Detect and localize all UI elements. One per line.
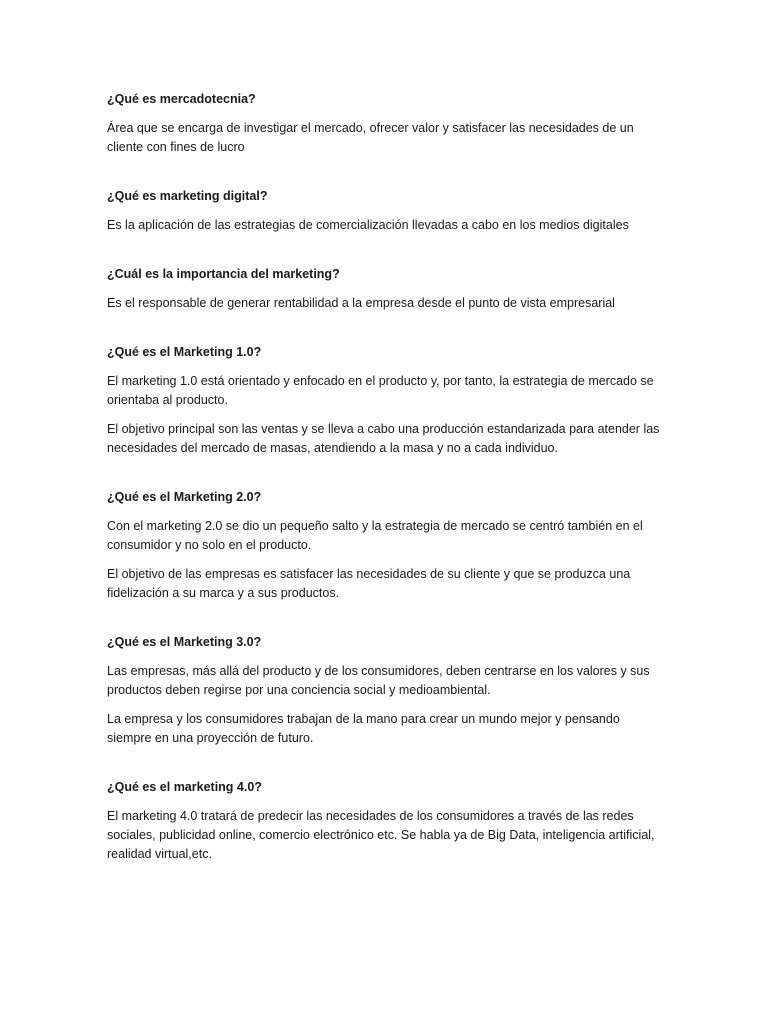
answer-paragraph: Con el marketing 2.0 se dio un pequeño salto y la estrategia de mercado se centró también en el consumidor y no solo en el producto. — [107, 519, 643, 552]
answer-paragraph: Área que se encarga de investigar el mercado, ofrecer valor y satisfacer las necesidades de un cliente con fines de lucro — [107, 121, 634, 154]
section-marketing-4-0 — [107, 778, 667, 864]
question-heading: ¿Cuál es la importancia del marketing? — [107, 267, 340, 281]
section-marketing-1-0 — [107, 343, 667, 458]
question-heading: ¿Qué es marketing digital? — [107, 189, 268, 203]
answer-paragraph: La empresa y los consumidores trabajan de la mano para crear un mundo mejor y pensando siempre en una proyección de futuro. — [107, 712, 620, 745]
section-marketing-3-0 — [107, 633, 667, 748]
section-marketing-2-0 — [107, 488, 667, 603]
question-heading: ¿Qué es el Marketing 1.0? — [107, 345, 262, 359]
answer-paragraph: El marketing 1.0 está orientado y enfocado en el producto y, por tanto, la estrategia de mercado se orientaba al producto. — [107, 374, 654, 407]
section-importancia-marketing — [107, 265, 667, 313]
document-page — [107, 90, 667, 894]
answer-paragraph: Es el responsable de generar rentabilidad a la empresa desde el punto de vista empresarial — [107, 296, 615, 310]
question-heading: ¿Qué es el Marketing 3.0? — [107, 635, 262, 649]
answer-paragraph: El objetivo de las empresas es satisfacer las necesidades de su cliente y que se produzca una fidelización a su marca y a sus productos. — [107, 567, 631, 600]
question-heading: ¿Qué es el marketing 4.0? — [107, 780, 262, 794]
section-marketing-digital — [107, 187, 667, 235]
question-heading: ¿Qué es el Marketing 2.0? — [107, 490, 262, 504]
answer-paragraph: El objetivo principal son las ventas y se lleva a cabo una producción estandarizada para atender las necesidades del mercado de masas, atendiendo a la masa y no a cada individuo. — [107, 422, 660, 455]
answer-paragraph: El marketing 4.0 tratará de predecir las necesidades de los consumidores a través de las redes sociales, publicidad online, comercio electrónico etc. Se habla ya de Big Data, inteligencia artificial, realidad virtual,etc. — [107, 809, 655, 861]
question-heading: ¿Qué es mercadotecnia? — [107, 92, 256, 106]
answer-paragraph: Es la aplicación de las estrategias de comercialización llevadas a cabo en los medios digitales — [107, 218, 629, 232]
section-mercadotecnia — [107, 90, 667, 157]
answer-paragraph: Las empresas, más allá del producto y de los consumidores, deben centrarse en los valores y sus productos deben regirse por una conciencia social y medioambiental. — [107, 664, 650, 697]
